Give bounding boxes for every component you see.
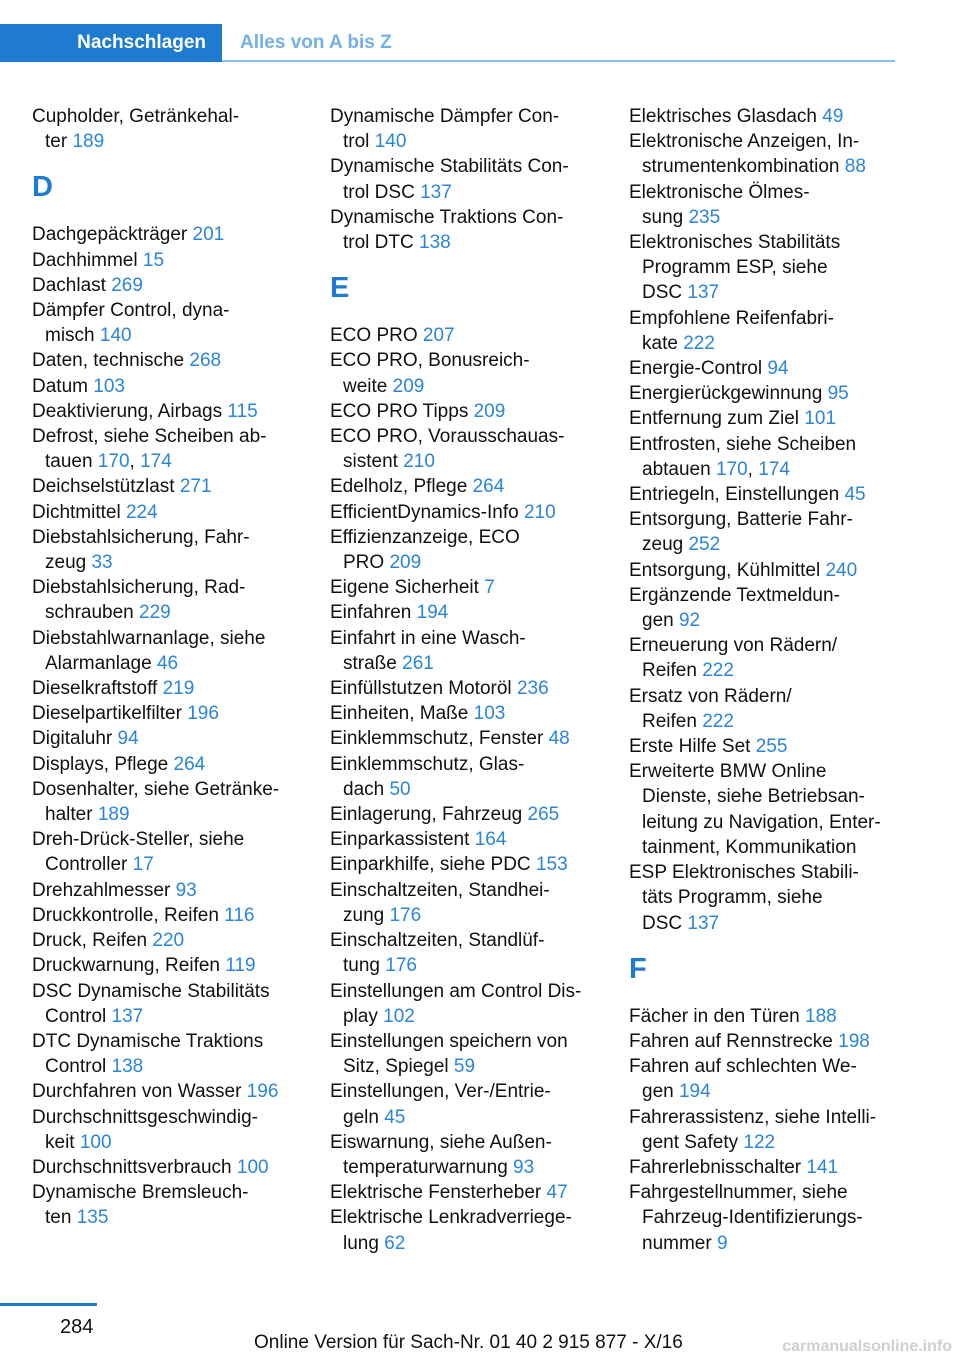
page-reference-link[interactable]: 138	[419, 232, 451, 254]
page-reference-link[interactable]: 174	[758, 458, 790, 480]
page-reference-link[interactable]: 209	[473, 400, 506, 422]
page-reference-link[interactable]: 62	[384, 1232, 406, 1254]
index-entry	[32, 777, 302, 827]
page-reference-link[interactable]: 222	[683, 332, 715, 354]
index-entry-text: ECO PRO, Bonusreich- weite	[330, 350, 530, 397]
index-entry	[330, 424, 600, 474]
page-reference-link[interactable]: 236	[516, 678, 549, 700]
index-entry	[32, 953, 302, 978]
page-reference-link[interactable]: 153	[535, 854, 568, 876]
page-reference-link[interactable]: 264	[173, 753, 206, 775]
index-entry-text: Einklemmschutz, Fenster	[330, 728, 544, 750]
page-reference-link[interactable]: 268	[189, 350, 222, 372]
index-entry-text: Ersatz von Rädern/ Reifen	[629, 685, 792, 732]
index-entry	[32, 525, 302, 575]
page-reference-link[interactable]: 194	[678, 1081, 711, 1103]
index-entry-text: Druck, Reifen	[32, 930, 148, 952]
page-reference-link[interactable]: 135	[76, 1207, 109, 1229]
index-entry	[330, 1130, 600, 1180]
index-entry	[330, 1029, 600, 1079]
index-entry-text: Elektrisches Glasdach	[629, 106, 817, 127]
index-entry	[32, 575, 302, 625]
index-entry	[629, 129, 895, 179]
page-reference-link[interactable]: 115	[227, 400, 258, 422]
index-entry	[629, 1105, 895, 1155]
index-entry	[629, 432, 895, 482]
page-reference-link[interactable]: 224	[125, 501, 158, 523]
index-entry-text: Fahrerlebnisschalter	[629, 1156, 802, 1178]
page-reference-link[interactable]: 59	[453, 1056, 476, 1078]
page-reference-link[interactable]: 222	[702, 660, 734, 682]
page-reference-link[interactable]: 137	[111, 1005, 144, 1027]
index-entry-text: Dreh-Drück-Steller, siehe Controller	[32, 829, 245, 876]
page-reference-link[interactable]: 100	[236, 1156, 269, 1178]
index-entry-text: Dachlast	[32, 274, 106, 296]
index-entry	[330, 701, 600, 726]
index-entry	[629, 684, 895, 734]
index-entry	[629, 482, 895, 507]
index-entry-text: Entriegeln, Einstellungen	[629, 484, 840, 506]
index-entry-text: Entfrosten, siehe Scheiben abtauen	[629, 433, 857, 480]
index-entry	[330, 979, 600, 1029]
index-entry	[32, 273, 302, 298]
index-entry	[330, 154, 600, 204]
page-reference-link[interactable]: 50	[389, 778, 411, 800]
index-entry	[32, 348, 302, 373]
index-entry-text: Einstellungen speichern von Sitz, Spiegel	[330, 1030, 568, 1078]
index-entry	[629, 558, 895, 583]
index-entry	[330, 928, 600, 978]
index-entry	[330, 1180, 600, 1205]
index-entry	[629, 381, 895, 406]
index-entry	[32, 1079, 302, 1104]
index-entry-text: ECO PRO, Vorausschauas- sistent	[330, 426, 565, 473]
page-reference-link[interactable]: 9	[716, 1232, 728, 1254]
index-entry-text: Displays, Pflege	[32, 753, 169, 775]
page-reference-link[interactable]: 95	[827, 383, 849, 405]
page-reference-link[interactable]: 240	[825, 559, 858, 581]
index-entry	[330, 752, 600, 802]
index-letter-heading: E	[330, 272, 350, 305]
index-entry	[32, 1029, 302, 1079]
index-entry-text: Dachhimmel	[32, 249, 138, 271]
page-reference-link[interactable]: 45	[844, 484, 866, 506]
page-reference-link[interactable]: 93	[175, 879, 197, 901]
index-entry	[330, 575, 600, 600]
index-entry-text: Erweiterte BMW Online Dienste, siehe Betriebsan- leitung zu Navigation, Enter- tainment, Kommunikation	[629, 761, 881, 858]
page-reference-link[interactable]: 137	[687, 282, 720, 304]
index-entry-text: Entsorgung, Kühlmittel	[629, 559, 821, 581]
index-entry-text: EfficientDynamics-Info	[330, 501, 519, 523]
page-reference-link[interactable]: 140	[99, 325, 132, 347]
page-reference-link[interactable]: 100	[79, 1131, 112, 1153]
index-entry-text: Diebstahlwarnanlage, siehe Alarmanlage	[32, 627, 266, 674]
page-reference-link[interactable]: 116	[224, 904, 255, 926]
page-reference-link[interactable]: 122	[743, 1131, 776, 1153]
index-entry	[32, 928, 302, 953]
subsection-tab[interactable]: Alles von A bis Z	[240, 32, 392, 53]
page-reference-link[interactable]: 176	[385, 955, 417, 977]
page-separator: ,	[747, 458, 753, 480]
page-reference-link[interactable]: 93	[513, 1156, 535, 1178]
page-reference-link[interactable]: 119	[225, 955, 256, 977]
page-reference-link[interactable]: 164	[474, 829, 507, 851]
page-reference-link[interactable]: 264	[472, 476, 505, 498]
index-entry	[629, 1155, 895, 1180]
index-entry	[32, 298, 302, 348]
index-entry	[629, 356, 895, 381]
index-entry	[330, 626, 600, 676]
index-entry-text: Dynamische Dämpfer Con- trol	[330, 106, 560, 153]
index-entry-text: Fahren auf schlechten We- gen	[629, 1056, 857, 1103]
index-entry-text: Elektronische Ölmes- sung	[629, 181, 810, 228]
page-reference-link[interactable]: 194	[416, 602, 449, 624]
index-entry-text: Digitaluhr	[32, 728, 113, 750]
footer-divider	[0, 1303, 97, 1306]
index-entry-text: Dosenhalter, siehe Getränke- halter	[32, 778, 280, 826]
index-entry-text: Einparkassistent	[330, 829, 470, 851]
page-reference-link[interactable]: 15	[142, 249, 165, 271]
page-reference-link[interactable]: 176	[389, 904, 422, 926]
index-column-3	[629, 104, 895, 1256]
page-reference-link[interactable]: 196	[246, 1081, 279, 1103]
index-entry	[32, 222, 302, 247]
page-reference-link[interactable]: 229	[139, 602, 171, 624]
page-reference-link[interactable]: 49	[822, 106, 844, 127]
index-entry	[629, 507, 895, 557]
index-entry	[629, 1029, 895, 1054]
index-entry	[32, 878, 302, 903]
index-entry-text: Dieselkraftstoff	[32, 678, 158, 700]
index-entry	[32, 701, 302, 726]
index-column-2	[330, 104, 600, 1256]
index-entry	[32, 726, 302, 751]
index-entry-text: Druckkontrolle, Reifen	[32, 904, 219, 926]
index-entry-text: Einfüllstutzen Motoröl	[330, 678, 512, 700]
page-reference-link[interactable]: 92	[678, 610, 701, 632]
index-entry	[629, 860, 895, 936]
index-entry	[629, 180, 895, 230]
index-entry	[629, 406, 895, 431]
page-reference-link[interactable]: 252	[688, 534, 721, 556]
index-entry	[629, 583, 895, 633]
index-entry-text: Elektronisches Stabilitäts Programm ESP, siehe DSC	[629, 232, 841, 304]
index-entry-text: Energie-Control	[629, 358, 763, 380]
index-entry-text: Dichtmittel	[32, 501, 121, 523]
index-entry-text: Ergänzende Textmeldun- gen	[629, 584, 840, 632]
index-entry	[629, 633, 895, 683]
index-entry	[330, 1205, 600, 1255]
page-reference-link[interactable]: 201	[192, 224, 225, 246]
index-entry-text: Fahrgestellnummer, siehe Fahrzeug-Identifizierungs- nummer	[629, 1182, 863, 1254]
page-reference-link[interactable]: 47	[546, 1182, 568, 1204]
index-entry	[330, 399, 600, 424]
page-reference-link[interactable]: 33	[91, 552, 113, 574]
page-reference-link[interactable]: 17	[132, 854, 154, 876]
index-entry-text: Dieselpartikelfilter	[32, 703, 182, 725]
index-entry	[629, 1004, 895, 1029]
page-reference-link[interactable]: 102	[383, 1005, 415, 1027]
page-reference-link[interactable]: 222	[702, 710, 734, 732]
index-entry	[330, 726, 600, 751]
index-entry	[330, 205, 600, 255]
index-entry-text: Dynamische Traktions Con- trol DTC	[330, 206, 564, 254]
page-reference-link[interactable]: 170	[97, 451, 130, 473]
index-entry-text: Cupholder, Getränkehal- ter	[32, 106, 240, 153]
index-entry	[330, 600, 600, 625]
index-entry-text: Energierückgewinnung	[629, 383, 823, 405]
index-entry	[32, 752, 302, 777]
index-entry-text: Einklemmschutz, Glas- dach	[330, 753, 525, 800]
index-entry-text: Einschaltzeiten, Standhei- zung	[330, 879, 550, 926]
index-entry-text: Erste Hilfe Set	[629, 736, 751, 758]
index-entry	[32, 903, 302, 928]
index-entry	[32, 500, 302, 525]
index-entry	[32, 248, 302, 273]
index-entry	[629, 104, 895, 129]
index-entry	[330, 878, 600, 928]
page-reference-link[interactable]: 189	[97, 804, 130, 826]
page-number: 284	[60, 1316, 94, 1338]
index-entry-text: Durchfahren von Wasser	[32, 1081, 242, 1103]
index-entry-text: ECO PRO Tipps	[330, 400, 469, 422]
index-entry	[32, 399, 302, 424]
page-reference-link[interactable]: 141	[806, 1156, 839, 1178]
page-reference-link[interactable]: 219	[162, 678, 195, 700]
index-entry-text: Dynamische Bremsleuch- ten	[32, 1182, 249, 1229]
index-entry-text: Einparkhilfe, siehe PDC	[330, 854, 531, 876]
index-entry-text: Entfernung zum Ziel	[629, 408, 800, 430]
page-reference-link[interactable]: 261	[402, 652, 434, 674]
index-entry	[32, 1105, 302, 1155]
index-entry-text: Einheiten, Maße	[330, 703, 469, 725]
page-reference-link[interactable]: 170	[715, 458, 748, 480]
page-reference-link[interactable]: 94	[117, 728, 139, 750]
index-entry-text: DTC Dynamische Traktions Control	[32, 1030, 264, 1078]
page-reference-link[interactable]: 45	[384, 1106, 406, 1128]
index-entry-text: Elektronische Anzeigen, In- strumentenkombination	[629, 131, 860, 178]
index-entry	[32, 374, 302, 399]
page-reference-link[interactable]: 48	[548, 728, 570, 750]
index-entry-text: Einfahrt in eine Wasch- straße	[330, 627, 526, 674]
page-reference-link[interactable]: 265	[527, 804, 560, 826]
page-reference-link[interactable]: 196	[187, 703, 219, 725]
index-letter-heading: D	[32, 171, 53, 204]
index-entry	[32, 1155, 302, 1180]
index-entry-text: Druckwarnung, Reifen	[32, 955, 220, 977]
index-entry-text: DSC Dynamische Stabilitäts Control	[32, 980, 270, 1027]
index-entry	[330, 500, 600, 525]
index-entry-text: Durchschnittsgeschwindig- keit	[32, 1106, 258, 1153]
index-entry-text: Deaktivierung, Airbags	[32, 400, 223, 422]
page-reference-link[interactable]: 46	[156, 652, 179, 674]
index-entry	[629, 306, 895, 356]
page-reference-link[interactable]: 174	[140, 451, 172, 473]
page-reference-link[interactable]: 140	[374, 131, 407, 153]
index-entry-text: Deichselstützlast	[32, 476, 175, 498]
header-divider	[222, 60, 895, 62]
page-reference-link[interactable]: 269	[111, 274, 143, 296]
index-entry-text: Einschaltzeiten, Standlüf- tung	[330, 930, 545, 977]
index-letter-heading: F	[629, 952, 647, 985]
index-entry-text: Diebstahlsicherung, Fahr- zeug	[32, 526, 250, 574]
page-reference-link[interactable]: 189	[72, 131, 105, 153]
index-entry-text: Entsorgung, Batterie Fahr- zeug	[629, 509, 853, 556]
index-entry	[330, 802, 600, 827]
page-reference-link[interactable]: 209	[392, 375, 425, 397]
index-entry-text: Defrost, siehe Scheiben ab- tauen	[32, 426, 267, 473]
index-entry-text: Durchschnittsverbrauch	[32, 1156, 232, 1178]
index-entry	[32, 104, 302, 154]
page-reference-link[interactable]: 101	[804, 408, 837, 430]
index-entry-text: Fächer in den Türen	[629, 1005, 800, 1027]
page-reference-link[interactable]: 209	[389, 552, 422, 574]
index-entry	[330, 852, 600, 877]
page-reference-link[interactable]: 137	[420, 181, 452, 203]
index-entry-text: Eiswarnung, siehe Außen- temperaturwarnung	[330, 1131, 552, 1178]
page-reference-link[interactable]: 94	[767, 358, 789, 380]
index-entry-text: ECO PRO	[330, 325, 418, 347]
index-entry-text: Elektrische Fensterheber	[330, 1182, 542, 1204]
index-entry	[629, 734, 895, 759]
section-tab[interactable]: Nachschlagen	[0, 24, 222, 62]
index-entry-text: Einfahren	[330, 602, 412, 624]
index-entry	[32, 626, 302, 676]
index-entry-text: Effizienzanzeige, ECO PRO	[330, 526, 520, 574]
watermark: carmanualsonline.info	[782, 1338, 952, 1355]
page-reference-link[interactable]: 7	[484, 577, 495, 599]
index-entry	[629, 1180, 895, 1256]
page-reference-link[interactable]: 137	[687, 912, 720, 934]
index-entry-text: Erneuerung von Rädern/ Reifen	[629, 635, 838, 682]
index-entry	[32, 676, 302, 701]
index-entry	[330, 348, 600, 398]
page-separator: ,	[129, 451, 135, 473]
index-entry	[32, 827, 302, 877]
index-entry-text: Empfohlene Reifenfabri- kate	[629, 307, 834, 354]
index-entry-text: Edelholz, Pflege	[330, 476, 468, 498]
index-entry-text: Fahren auf Rennstrecke	[629, 1030, 833, 1052]
index-entry-text: Einlagerung, Fahrzeug	[330, 804, 523, 826]
index-column-1	[32, 104, 302, 1231]
index-entry-text: Dachgepäckträger	[32, 224, 188, 246]
online-version-note: Online Version für Sach-Nr. 01 40 2 915 877 - X/16	[254, 1332, 683, 1353]
index-entry-text: Datum	[32, 375, 88, 397]
page-reference-link[interactable]: 255	[755, 736, 788, 758]
index-entry-text: Eigene Sicherheit	[330, 577, 479, 599]
index-entry	[32, 1180, 302, 1230]
page-reference-link[interactable]: 103	[473, 703, 506, 725]
page-reference-link[interactable]: 271	[179, 476, 212, 498]
index-entry-text: Dynamische Stabilitäts Con- trol DSC	[330, 156, 569, 203]
index-entry	[330, 104, 600, 154]
page-reference-link[interactable]: 103	[93, 375, 125, 397]
index-entry	[32, 424, 302, 474]
page-reference-link[interactable]: 207	[422, 325, 455, 347]
index-entry	[32, 979, 302, 1029]
page-header	[0, 24, 895, 62]
index-entry	[330, 525, 600, 575]
page-reference-link[interactable]: 198	[838, 1030, 870, 1052]
index-entry-text: Drehzahlmesser	[32, 879, 171, 901]
index-entry	[330, 474, 600, 499]
index-entry-text: Elektrische Lenkradverriege- lung	[330, 1207, 572, 1254]
index-entry	[629, 230, 895, 306]
index-entry	[330, 1079, 600, 1129]
page-reference-link[interactable]: 220	[152, 930, 185, 952]
index-entry-text: Diebstahlsicherung, Rad- schrauben	[32, 577, 246, 624]
index-entry	[32, 474, 302, 499]
index-entry	[330, 323, 600, 348]
index-entry-text: Fahrerassistenz, siehe Intelli- gent Safety	[629, 1106, 877, 1153]
index-entry-text: Daten, technische	[32, 350, 185, 372]
page-reference-link[interactable]: 210	[403, 451, 435, 473]
index-entry	[330, 827, 600, 852]
page-reference-link[interactable]: 88	[844, 156, 866, 178]
page-reference-link[interactable]: 188	[805, 1005, 837, 1027]
index-entry-text: Einstellungen, Ver-/Entrie- geln	[330, 1081, 551, 1128]
index-entry-text: ESP Elektronisches Stabili- täts Programm, siehe DSC	[629, 862, 859, 934]
page-reference-link[interactable]: 235	[688, 206, 721, 228]
index-entry-text: Einstellungen am Control Dis- play	[330, 980, 582, 1027]
index-entry	[330, 676, 600, 701]
index-entry-text: Dämpfer Control, dyna- misch	[32, 300, 230, 347]
index-entry	[629, 1054, 895, 1104]
page-reference-link[interactable]: 138	[111, 1056, 144, 1078]
page-reference-link[interactable]: 210	[523, 501, 556, 523]
index-entry	[629, 759, 895, 860]
